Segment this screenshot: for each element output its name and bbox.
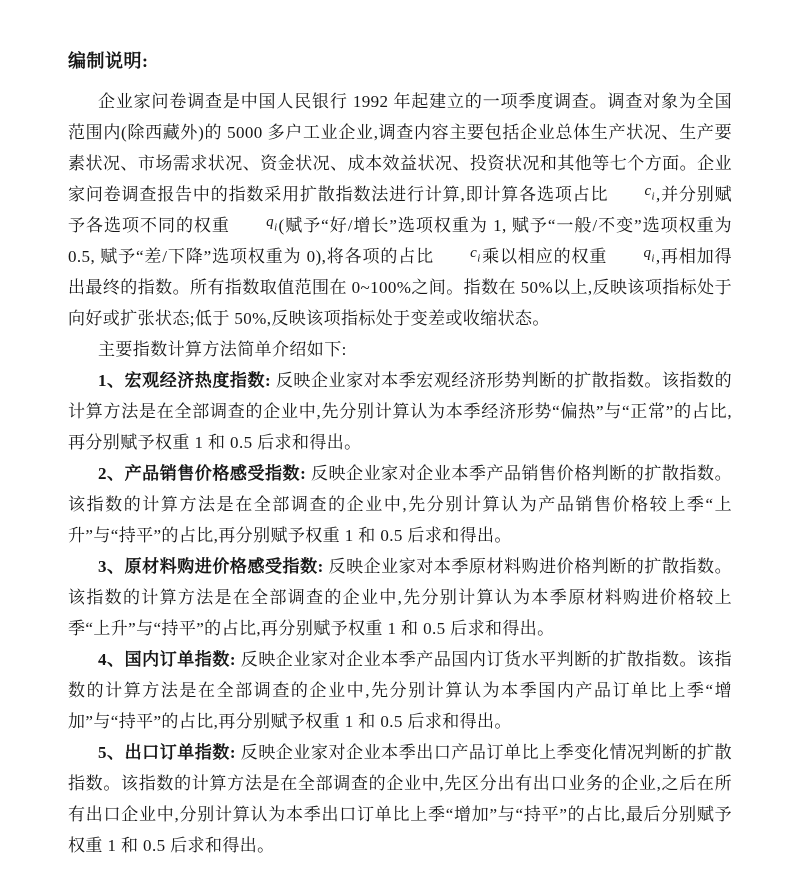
paragraph-survey-overview [68,86,732,334]
index-item-1-label: 1、宏观经济热度指数: [98,371,272,390]
math-subscript-i: i [651,190,655,203]
math-base-c: c [644,183,652,199]
math-base-q: q [643,245,652,261]
math-var-qi-2 [613,245,655,265]
index-item-3-label: 3、原材料购进价格感受指数: [98,557,324,576]
math-subscript-i: i [477,252,481,265]
overview-text-4: 乘以相应的权重 [481,247,608,266]
math-base-c: c [470,245,478,261]
index-item-4 [68,644,732,737]
index-item-4-label: 4、国内订单指数: [98,650,236,669]
index-item-4-body: 反映企业家对企业本季产品国内订货水平判断的扩散指数。该指数的计算方法是在全部调查的企业中,先分别计算认为本季国内产品订单比上季“增加”与“持平”的占比,再分别赋予权重 1 和 0.5 后求和得出。 [68,650,733,731]
index-item-2 [68,458,732,551]
math-subscript-i: i [274,221,278,234]
index-item-5-label: 5、出口订单指数: [98,743,236,762]
math-base-q: q [266,214,275,230]
math-var-qi-1 [236,214,278,234]
index-item-1-body: 反映企业家对本季宏观经济形势判断的扩散指数。该指数的计算方法是在全部调查的企业中,先分别计算认为本季经济形势“偏热”与“正常”的占比,再分别赋予权重 1 和 0.5 后求和得出。 [68,371,733,452]
index-item-2-body: 反映企业家对企业本季产品销售价格判断的扩散指数。该指数的计算方法是在全部调查的企业中,先分别计算认为产品销售价格较上季“上升”与“持平”的占比,再分别赋予权重 1 和 0.5 后求和得出。 [68,464,732,545]
overview-text-2: ,并分别赋予各选项不同的权重 [68,185,733,235]
index-item-5 [68,737,732,861]
overview-text-3: (赋予“好/增长”选项权重为 1, 赋予“一般/不变”选项权重为 0.5, 赋予“差/下降”选项权重为 0),将各项的占比 [68,216,732,266]
paragraph-intro: 主要指数计算方法简单介绍如下: [98,340,347,359]
overview-text-5: ,再相加得出最终的指数。所有指数取值范围在 0~100%之间。指数在 50%以上,反映该项指标处于向好或扩张状态;低于 50%,反映该项指标处于变差或收缩状态。 [68,247,732,328]
index-item-1 [68,365,732,458]
math-var-ci-2 [440,245,481,265]
overview-text-1: 企业家问卷调查是中国人民银行 1992 年起建立的一项季度调查。调查对象为全国范围内(除西藏外)的 5000 多户工业企业,调查内容主要包括企业总体生产状况、生产要素状况、市场需求状况、资金状况、成本效益状况、投资状况和其他等七个方面。企业家问卷调查报告中的指数采用扩散指数法进行计算,即计算各选项占比 [68,92,732,204]
document-heading: 编制说明: [68,51,149,71]
index-item-3-body: 反映企业家对本季原材料购进价格判断的扩散指数。该指数的计算方法是在全部调查的企业中,先分别计算认为本季原材料购进价格较上季“上升”与“持平”的占比,再分别赋予权重 1 和 0.5 后求和得出。 [68,557,732,638]
math-var-ci-1 [614,183,655,203]
index-item-2-label: 2、产品销售价格感受指数: [98,464,307,483]
index-item-5-body: 反映企业家对企业本季出口产品订单比上季变化情况判断的扩散指数。该指数的计算方法是在全部调查的企业中,先区分出有出口业务的企业,之后在所有出口企业中,分别计算认为本季出口订单比上季“增加”与“持平”的占比,最后分别赋予权重 1 和 0.5 后求和得出。 [68,743,733,855]
math-subscript-i: i [651,252,655,265]
index-item-3 [68,551,732,644]
